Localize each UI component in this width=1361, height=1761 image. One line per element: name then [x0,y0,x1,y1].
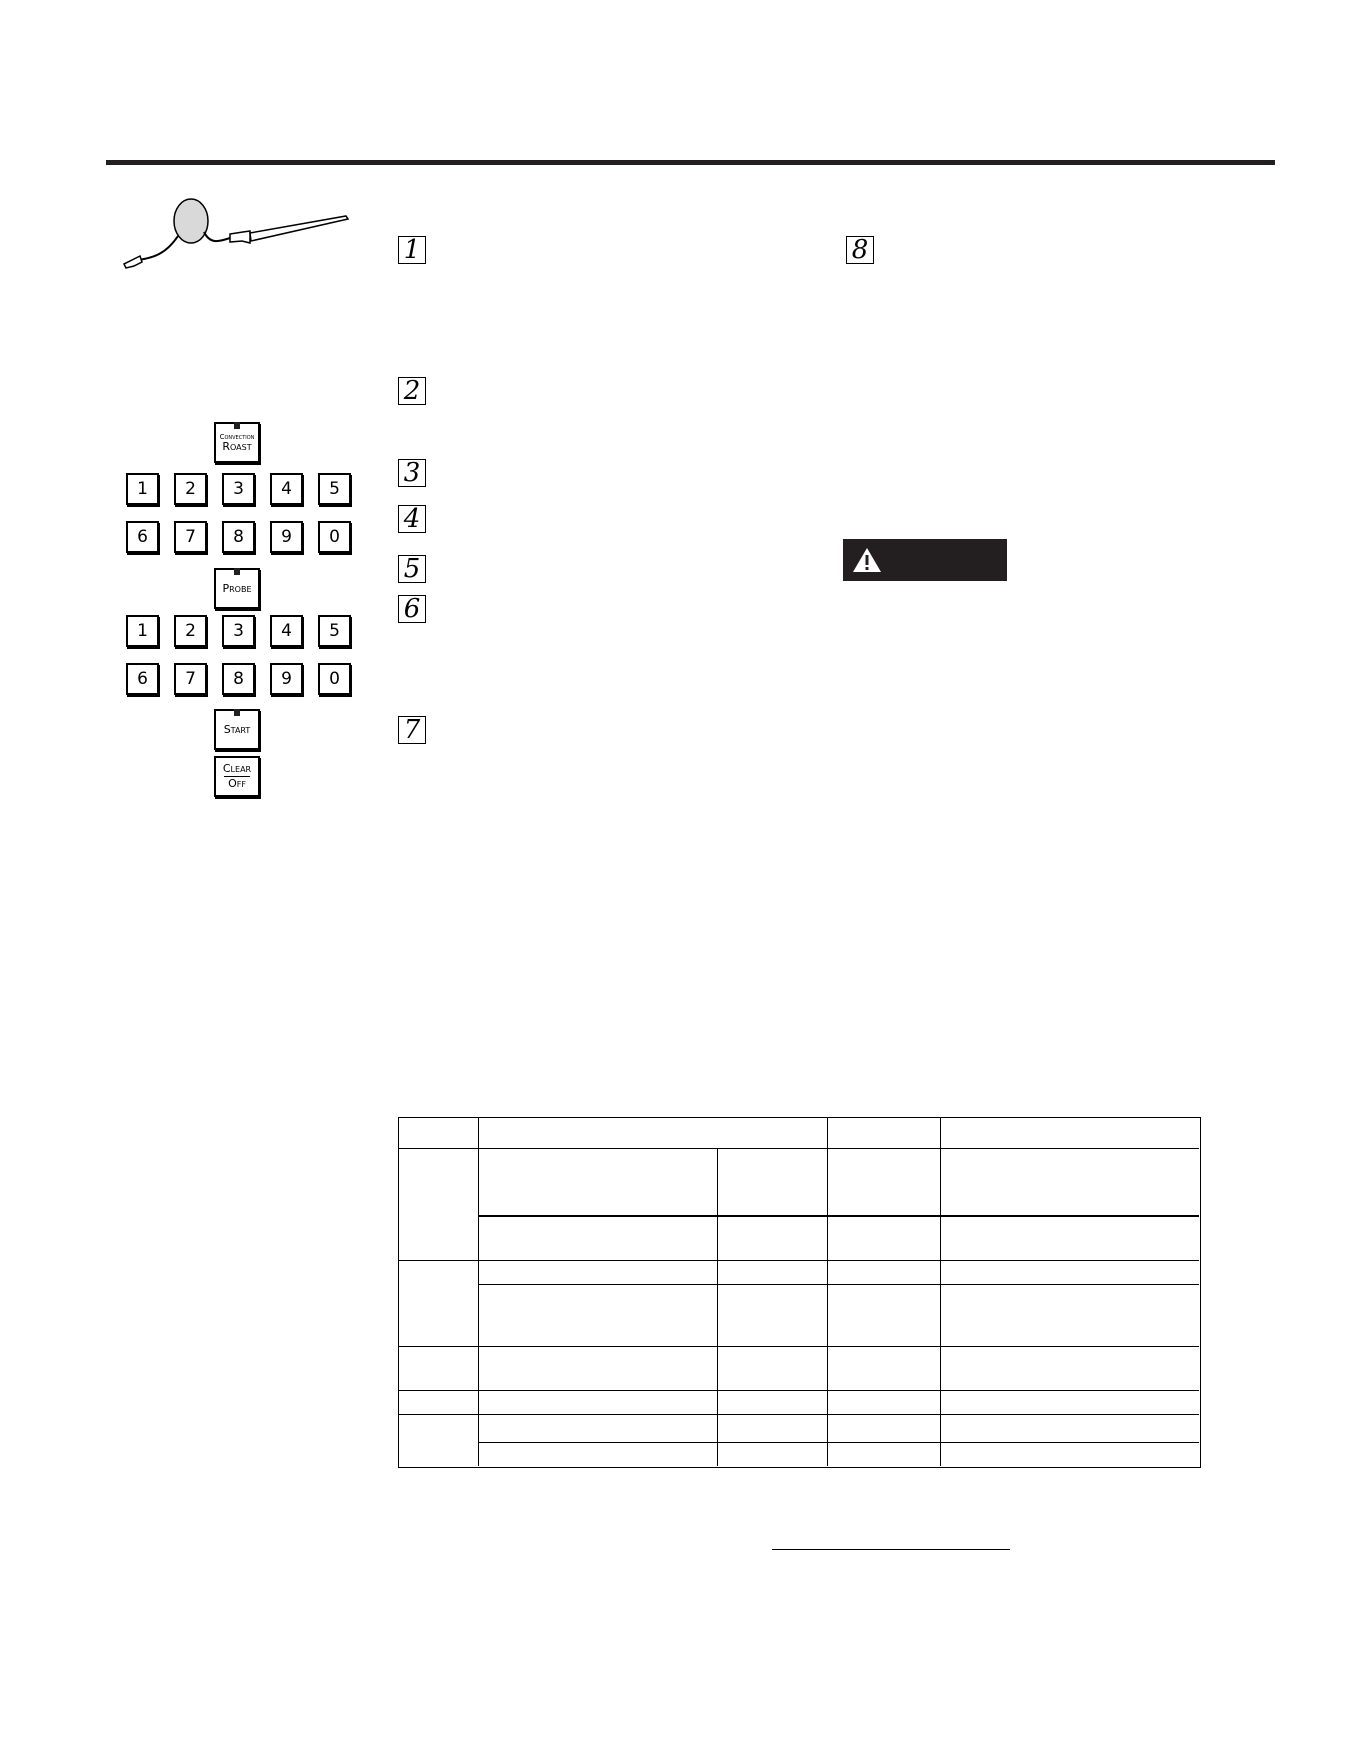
convection-roast-button[interactable] [214,422,260,463]
digit-key[interactable]: 2 [174,473,207,505]
step-badge: 8 [846,236,874,264]
probe-label: Probe [222,581,252,595]
digit-key[interactable]: 5 [318,473,351,505]
step-badge: 7 [398,716,426,744]
indicator-light [234,709,240,716]
row-divider [478,1442,1199,1443]
step-badge: 3 [398,459,426,487]
step-badge: 4 [398,505,426,533]
data-table [398,1117,1201,1468]
indicator-light [234,568,240,575]
digit-key[interactable]: 6 [126,521,159,553]
warning-triangle-icon [851,546,883,574]
digit-key[interactable]: 2 [174,615,207,647]
indicator-light [234,422,240,429]
off-label: Off [228,777,246,790]
temperature-probe-icon [118,196,358,276]
digit-key[interactable]: 1 [126,615,159,647]
digit-key[interactable]: 0 [318,663,351,695]
roast-label: Roast [222,439,252,453]
digit-key[interactable]: 4 [270,473,303,505]
digit-key[interactable]: 5 [318,615,351,647]
header-rule [106,160,1275,165]
digit-key[interactable]: 9 [270,663,303,695]
row-divider [399,1148,1199,1149]
digit-key[interactable]: 9 [270,521,303,553]
row-divider [399,1346,1199,1347]
row-divider [399,1390,1199,1391]
convection-label: Convection [219,432,255,441]
row-divider [399,1414,1199,1415]
digit-key[interactable]: 8 [222,521,255,553]
digit-key[interactable]: 1 [126,473,159,505]
row-divider [478,1284,1199,1285]
text-underline [772,1549,1010,1550]
digit-key[interactable]: 3 [222,615,255,647]
start-label: Start [223,722,251,736]
warning-banner [843,539,1007,581]
row-divider [478,1215,1199,1217]
clear-off-button[interactable] [214,756,260,797]
step-badge: 1 [398,236,426,264]
probe-button[interactable] [214,568,260,609]
start-button[interactable] [214,709,260,750]
column-divider [717,1148,718,1466]
digit-key[interactable]: 3 [222,473,255,505]
digit-key[interactable]: 7 [174,521,207,553]
step-badge: 6 [398,595,426,623]
digit-key[interactable]: 0 [318,521,351,553]
digit-key[interactable]: 7 [174,663,207,695]
digit-key[interactable]: 6 [126,663,159,695]
step-badge: 5 [398,555,426,583]
row-divider [399,1260,1199,1261]
digit-key[interactable]: 4 [270,615,303,647]
step-badge: 2 [398,377,426,405]
clear-label: Clear [222,762,252,775]
digit-key[interactable]: 8 [222,663,255,695]
